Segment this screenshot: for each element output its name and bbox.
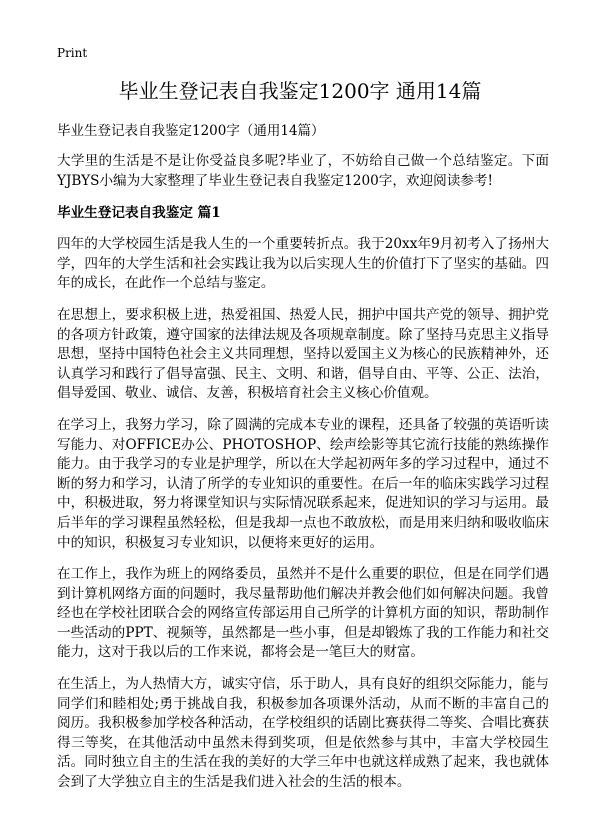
document-subtitle: 毕业生登记表自我鉴定1200字（通用14篇）: [57, 123, 325, 139]
document-body: [57, 121, 549, 805]
body-paragraph: 在学习上，我努力学习，除了圆满的完成本专业的课程，还具备了较强的英语听读写能力、对OFFICE办公、PHOTOSHOP、绘声绘影等其它流行技能的熟练操作能力。由于我学习的专业是护理学，所以在大学起初两年多的学习过程中，通过不断的努力和学习，认清了所学的专业知识的重要性。在后一年的临床实践学习过程中，积极进取，努力将课堂知识与实际情况联系起来，促进知识的学习与运用。最后半年的学习课程虽然轻松，但是我却一点也不敢放松，而是用来归纳和吸收临床中的知识，积极复习专业知识，以便将来更好的运用。: [57, 416, 549, 551]
print-link[interactable]: Print: [57, 46, 88, 60]
body-paragraph: 在思想上，要求积极上进，热爱祖国、热爱人民，拥护中国共产党的领导、拥护党的各项方针政策，遵守国家的法律法规及各项规章制度。除了坚持马克思主义指导思想，坚持中国特色社会主义共同理想，坚持以爱国主义为核心的民族精神外，还认真学习和践行了倡导富强、民主、文明、和谐，倡导自由、平等、公正、法治，倡导爱国、敬业、诚信、友善，积极培育社会主义核心价值观。: [57, 306, 549, 402]
body-paragraph: 四年的大学校园生活是我人生的一个重要转折点。我于20xx年9月初考入了扬州大学，四年的大学生活和社会实践让我为以后实现人生的价值打下了坚实的基础。四年的成长，在此作一个总结与鉴定。: [57, 236, 549, 292]
body-paragraph: 在工作上，我作为班上的网络委员，虽然并不是什么重要的职位，但是在同学们遇到计算机网络方面的问题时，我尽量帮助他们解决并教会他们如何解决问题。我曾经也在学校社团联合会的网络宣传部运用自己所学的计算机方面的知识，帮助制作一些活动的PPT、视频等，虽然都是一些小事，但是却锻炼了我的工作能力和社交能力，这对于我以后的工作来说，都将会是一笔巨大的财富。: [57, 566, 549, 661]
intro-paragraph: 大学里的生活是不是让你受益良多呢?毕业了，不妨给自己做一个总结鉴定。下面YJBYS小编为大家整理了毕业生登记表自我鉴定1200字，欢迎阅读参考!: [57, 153, 549, 189]
section-heading: 毕业生登记表自我鉴定 篇1: [57, 205, 221, 222]
document-title: 毕业生登记表自我鉴定1200字 通用14篇: [118, 79, 482, 103]
body-paragraph: 在生活上，为人热情大方，诚实守信，乐于助人，具有良好的组织交际能力，能与同学们和睦相处;勇于挑战自我，积极参加各项课外活动，从而不断的丰富自己的阅历。我积极参加学校各种活动，在学校组织的话剧比赛获得二等奖、合唱比赛获得三等奖，在其他活动中虽然未得到奖项，但是依然参与其中，丰富大学校园生活。同时独立自主的生活在我的美好的大学三年中也就这样成熟了起来，我也就体会到了大学独立自主的生活是我们进入社会的生活的根本。: [57, 676, 549, 791]
